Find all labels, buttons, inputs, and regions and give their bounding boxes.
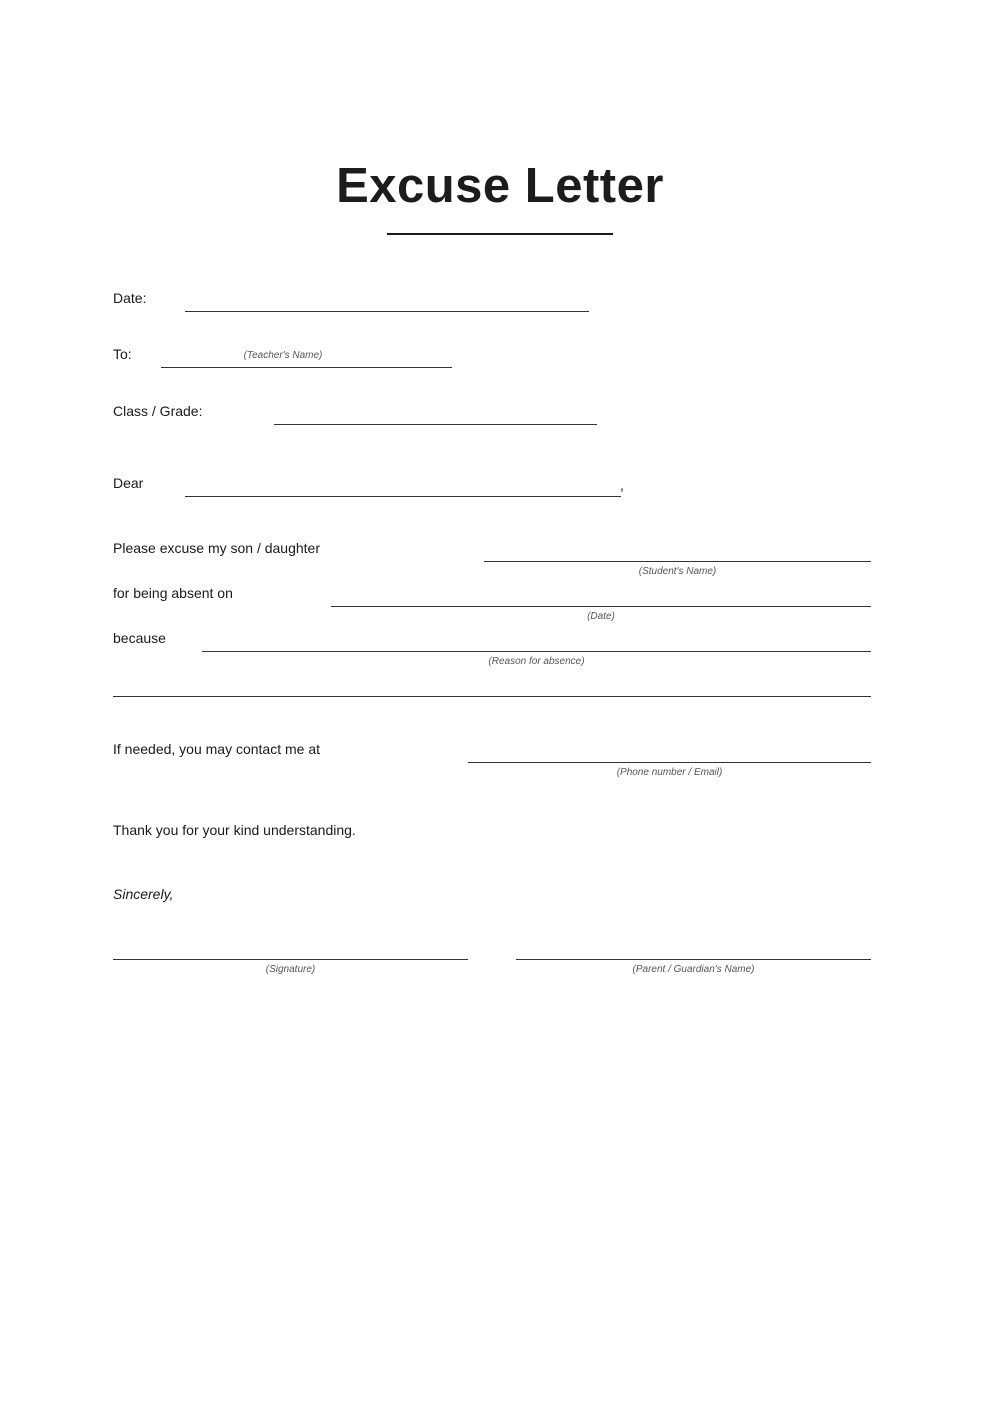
dear-label: Dear <box>113 475 144 491</box>
because-text: because <box>113 630 166 646</box>
absence-date-hint: (Date) <box>587 611 615 622</box>
contact-text: If needed, you may contact me at <box>113 741 321 757</box>
page-title: Excuse Letter <box>336 159 664 213</box>
date-label: Date: <box>113 290 147 306</box>
signature-hint: (Signature) <box>265 964 316 975</box>
class-grade-label: Class / Grade: <box>113 403 203 419</box>
dear-field[interactable] <box>185 496 621 497</box>
to-label: To: <box>113 346 132 362</box>
teacher-name-field[interactable] <box>161 367 452 368</box>
excuse-text: Please excuse my son / daughter <box>113 540 321 556</box>
closing-text: Sincerely, <box>113 886 174 902</box>
dear-comma: , <box>620 477 624 493</box>
guardian-name-hint: (Parent / Guardian's Name) <box>632 964 755 975</box>
reason-hint: (Reason for absence) <box>488 656 585 667</box>
contact-hint: (Phone number / Email) <box>616 767 723 778</box>
date-field[interactable] <box>185 311 589 312</box>
signature-field[interactable] <box>113 959 468 960</box>
absence-date-field[interactable] <box>331 606 871 607</box>
student-name-field[interactable] <box>484 561 871 562</box>
reason-field[interactable] <box>202 651 871 652</box>
title-underline <box>387 233 613 235</box>
thanks-text: Thank you for your kind understanding. <box>113 822 356 838</box>
guardian-name-field[interactable] <box>516 959 871 960</box>
student-name-hint: (Student's Name) <box>638 566 717 577</box>
reason-field-continued[interactable] <box>113 696 871 697</box>
class-grade-field[interactable] <box>274 424 597 425</box>
teacher-name-hint: (Teacher's Name) <box>243 350 323 361</box>
absent-text: for being absent on <box>113 585 233 601</box>
contact-field[interactable] <box>468 762 871 763</box>
